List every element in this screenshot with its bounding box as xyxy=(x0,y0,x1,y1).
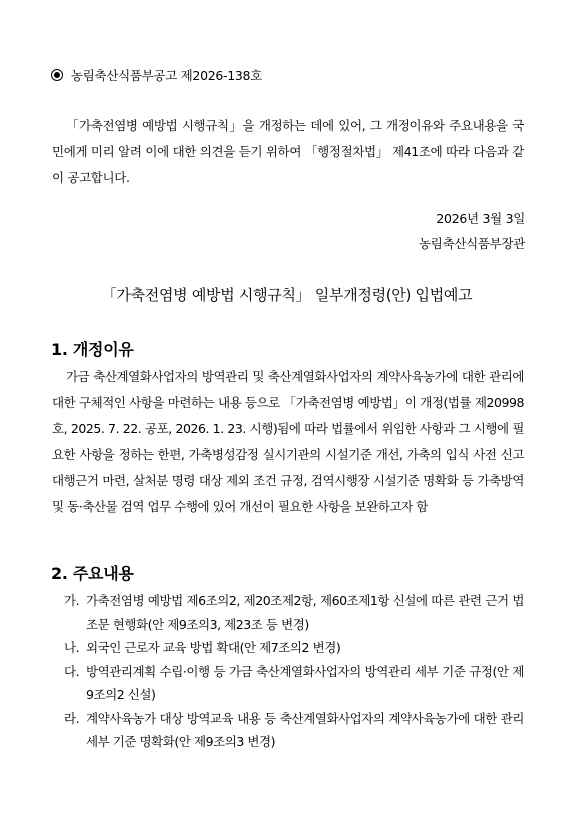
list-item-text: 방역관리계획 수립·이행 등 가금 축산계열화사업자의 방역관리 세부 기준 규정(안 제9조의2 신설) xyxy=(86,663,524,702)
list-marker: 라. xyxy=(64,710,80,726)
list-item-text: 계약사육농가 대상 방역교육 내용 등 축산계열화사업자의 계약사육농가에 대한 관리 세부 기준 명확화(안 제9조의3 변경) xyxy=(86,710,524,749)
main-contents-list xyxy=(64,589,524,754)
circle-bullet-icon xyxy=(51,69,63,81)
issuer-block xyxy=(419,206,525,256)
notice-number xyxy=(51,66,262,84)
issuer-name: 농림축산식품부장관 xyxy=(419,236,525,251)
reason-paragraph: 가금 축산계열화사업자의 방역관리 및 축산계열화사업자의 계약사육농가에 대한 관리에 대한 구체적인 사항을 마련하는 내용 등으로 「가축전염병 예방법」이 개정(법률 제20998호, 2025. 7. 22. 공포, 2026. 1. 23. 시행)됨에 따라 법률에서 위임한 사항과 그 시행에 필요한 사항을 정하는 한편, 가축병성감정 실시기관의 시설기준 개선, 가축의 입식 사전 신고 대행근거 마련, 살처분 명령 대상 제외 조건 규정, 검역시행장 시설기준 명확화 등 가축방역 및 동·축산물 검역 업무 수행에 있어 개선이 필요한 사항을 보완하고자 함 xyxy=(52,369,524,514)
list-item-text: 외국인 근로자 교육 방법 확대(안 제7조의2 변경) xyxy=(86,640,341,655)
intro-paragraph: 「가축전염병 예방법 시행규칙」을 개정하는 데에 있어, 그 개정이유와 주요내용을 국민에게 미리 알려 이에 대한 의견을 듣기 위하여 「행정절차법」 제41조에 따라 다음과 같이 공고합니다. xyxy=(52,118,524,185)
issue-date: 2026년 3월 3일 xyxy=(436,211,525,226)
section-heading-reason: 1. 개정이유 xyxy=(51,340,134,359)
list-marker: 나. xyxy=(64,640,80,655)
list-marker: 가. xyxy=(64,593,80,608)
document-title: 「가축전염병 예방법 시행규칙」 일부개정령(안) 입법예고 xyxy=(101,286,473,304)
list-marker: 다. xyxy=(64,663,80,679)
list-item xyxy=(64,636,524,660)
list-item-text: 가축전염병 예방법 제6조의2, 제20조제2항, 제60조제1항 신설에 따른 관련 근거 법조문 현행화(안 제9조의3, 제23조 등 변경) xyxy=(86,593,524,632)
notice-label: 농림축산식품부공고 제2026-138호 xyxy=(71,68,262,83)
list-item xyxy=(64,660,524,707)
list-item xyxy=(64,707,524,754)
section-heading-contents: 2. 주요내용 xyxy=(51,564,134,583)
list-item xyxy=(64,589,524,636)
